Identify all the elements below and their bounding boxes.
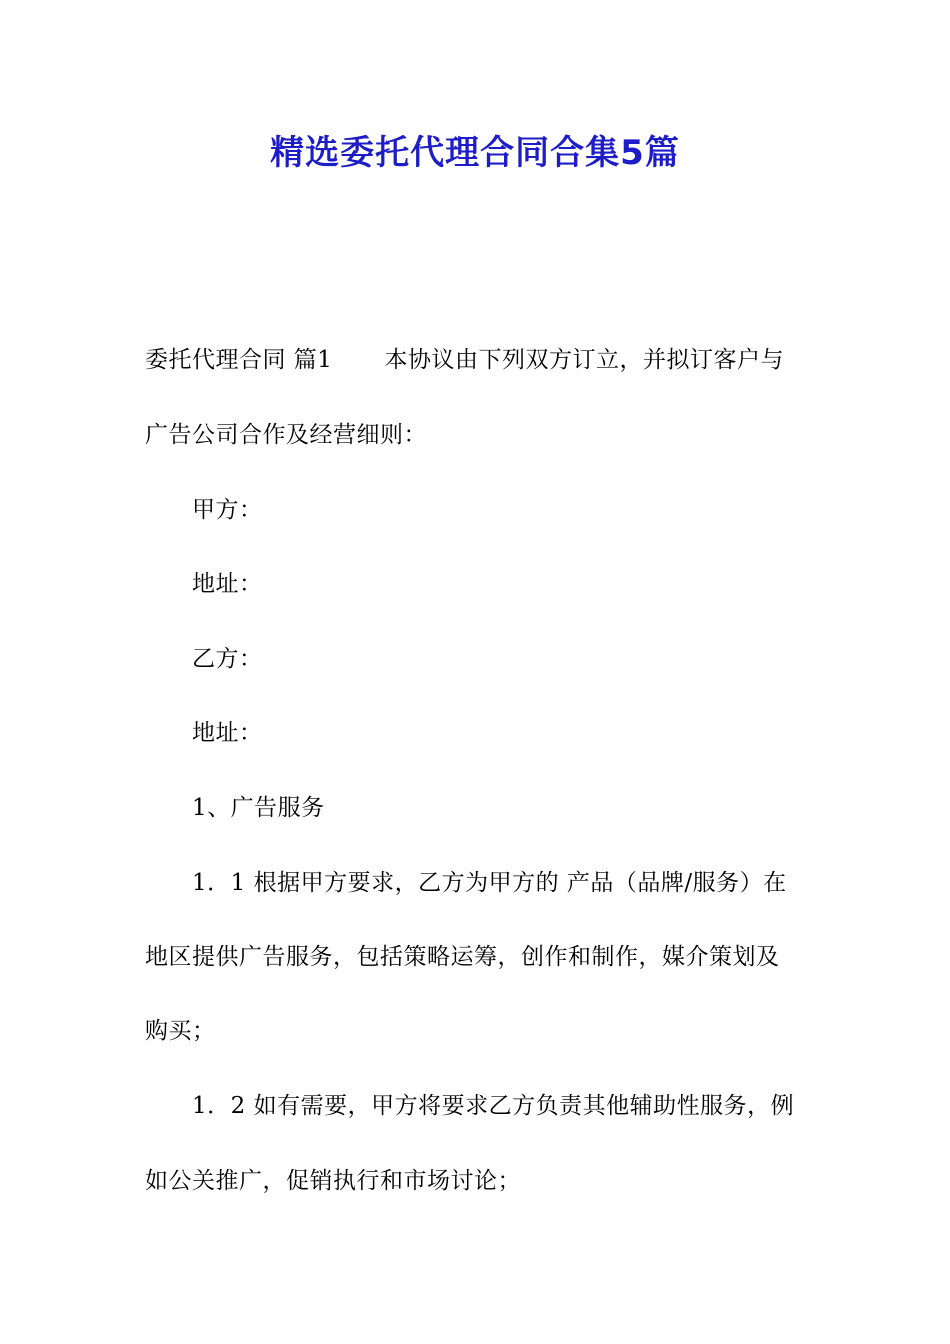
clause-1-1-line-2: 地区提供广告服务，包括策略运筹，创作和制作，媒介策划及 (145, 944, 780, 970)
party-b-address: 地址： (192, 720, 263, 746)
intro-first-line (145, 345, 784, 375)
document-title: 精选委托代理合同合集5篇 (270, 133, 680, 173)
intro-text: 本协议由下列双方订立，并拟订客户与 (384, 347, 784, 373)
party-b-label: 乙方： (192, 646, 263, 672)
contract-heading: 委托代理合同 篇1 (145, 347, 333, 373)
clause-1-1-line-3: 购买； (145, 1018, 216, 1044)
intro-second-line: 广告公司合作及经营细则： (145, 422, 427, 448)
section-heading: 1、广告服务 (192, 795, 325, 821)
clause-1-2-line-1: 1．2 如有需要，甲方将要求乙方负责其他辅助性服务，例 (192, 1093, 795, 1119)
clause-1-1-line-1: 1．1 根据甲方要求，乙方为甲方的 产品（品牌/服务）在 (192, 870, 787, 896)
party-a-label: 甲方： (192, 497, 263, 523)
clause-1-2-line-2: 如公关推广，促销执行和市场讨论； (145, 1168, 521, 1194)
party-a-address: 地址： (192, 571, 263, 597)
